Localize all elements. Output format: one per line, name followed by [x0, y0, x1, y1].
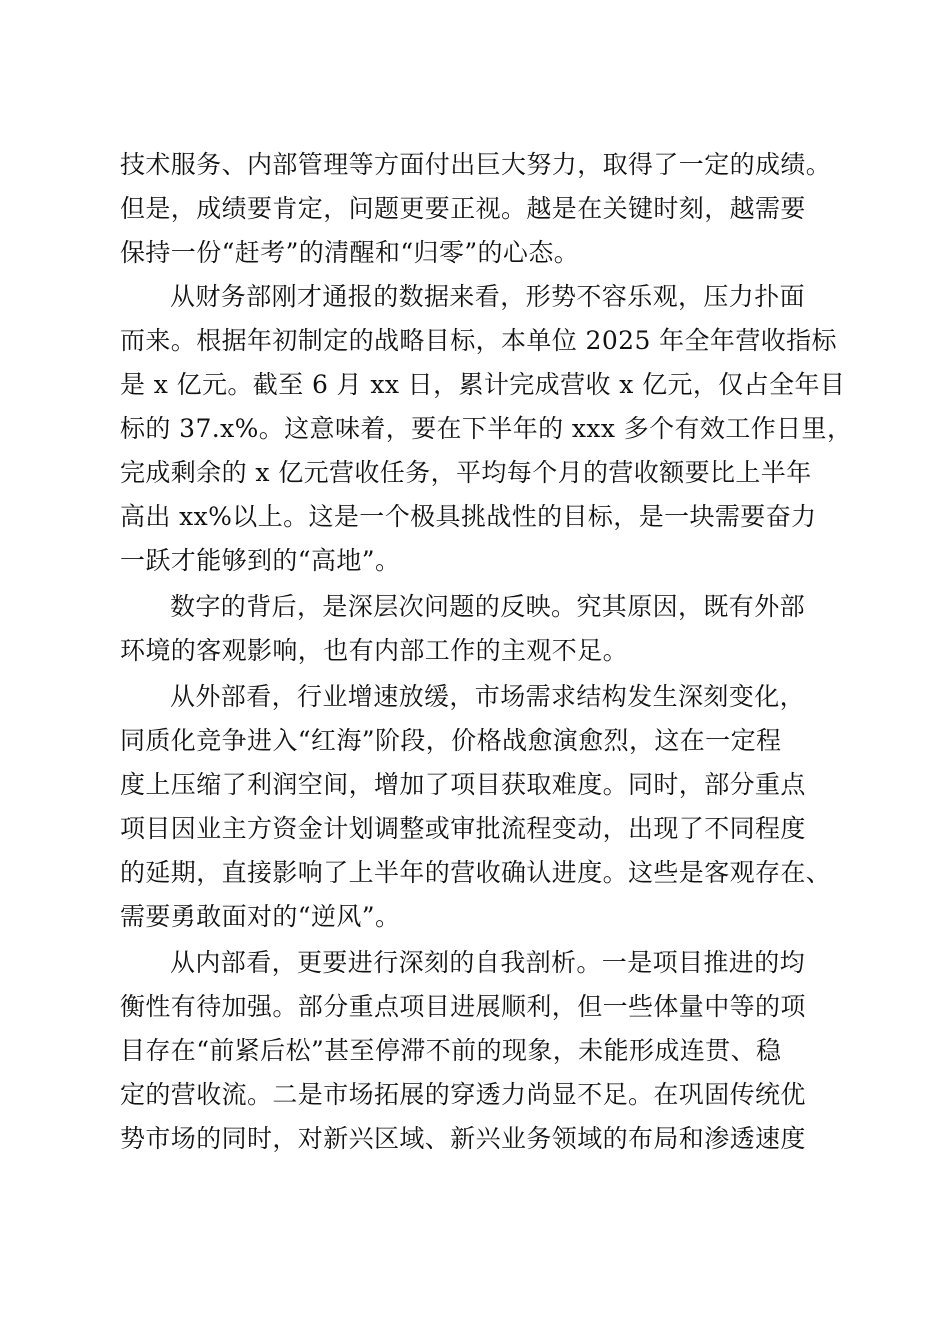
text-line: 是 x 亿元。截至 6 月 xx 日，累计完成营收 x 亿元，仅占全年目	[120, 370, 846, 399]
text-line: 势市场的同时，对新兴区域、新兴业务领域的布局和渗透速度	[120, 1124, 806, 1153]
text-line: 目存在“前紧后松”甚至停滞不前的现象，未能形成连贯、稳	[120, 1036, 782, 1065]
text-line: 一跃才能够到的“高地”。	[120, 546, 401, 575]
text-line: 需要勇敢面对的“逆风”。	[120, 902, 401, 931]
text-line: 环境的客观影响，也有内部工作的主观不足。	[120, 636, 629, 665]
text-line: 同质化竞争进入“红海”阶段，价格战愈演愈烈，这在一定程	[120, 726, 782, 755]
text-line: 的延期，直接影响了上半年的营收确认进度。这些是客观存在、	[120, 858, 832, 887]
text-line: 保持一份“赶考”的清醒和“归零”的心态。	[120, 238, 580, 267]
text-line: 数字的背后，是深层次问题的反映。究其原因，既有外部	[170, 592, 806, 621]
text-line: 项目因业主方资金计划调整或审批流程变动，出现了不同程度	[120, 814, 806, 843]
text-line: 度上压缩了利润空间，增加了项目获取难度。同时，部分重点	[120, 770, 806, 799]
text-line: 标的 37.x%。这意味着，要在下半年的 xxx 多个有效工作日里，	[120, 414, 853, 443]
text-line: 而来。根据年初制定的战略目标，本单位 2025 年全年营收指标	[120, 326, 837, 355]
text-line: 定的营收流。二是市场拓展的穿透力尚显不足。在巩固传统优	[120, 1080, 806, 1109]
text-line: 从财务部刚才通报的数据来看，形势不容乐观，压力扑面	[170, 282, 806, 311]
text-line: 高出 xx%以上。这是一个极具挑战性的目标，是一块需要奋力	[120, 502, 817, 531]
text-line: 从内部看，更要进行深刻的自我剖析。一是项目推进的均	[170, 948, 806, 977]
text-line: 技术服务、内部管理等方面付出巨大努力，取得了一定的成绩。	[120, 150, 832, 179]
text-line: 完成剩余的 x 亿元营收任务，平均每个月的营收额要比上半年	[120, 458, 812, 487]
text-line: 但是，成绩要肯定，问题更要正视。越是在关键时刻，越需要	[120, 194, 806, 223]
text-line: 从外部看，行业增速放缓，市场需求结构发生深刻变化，	[170, 682, 806, 711]
text-line: 衡性有待加强。部分重点项目进展顺利，但一些体量中等的项	[120, 992, 806, 1021]
